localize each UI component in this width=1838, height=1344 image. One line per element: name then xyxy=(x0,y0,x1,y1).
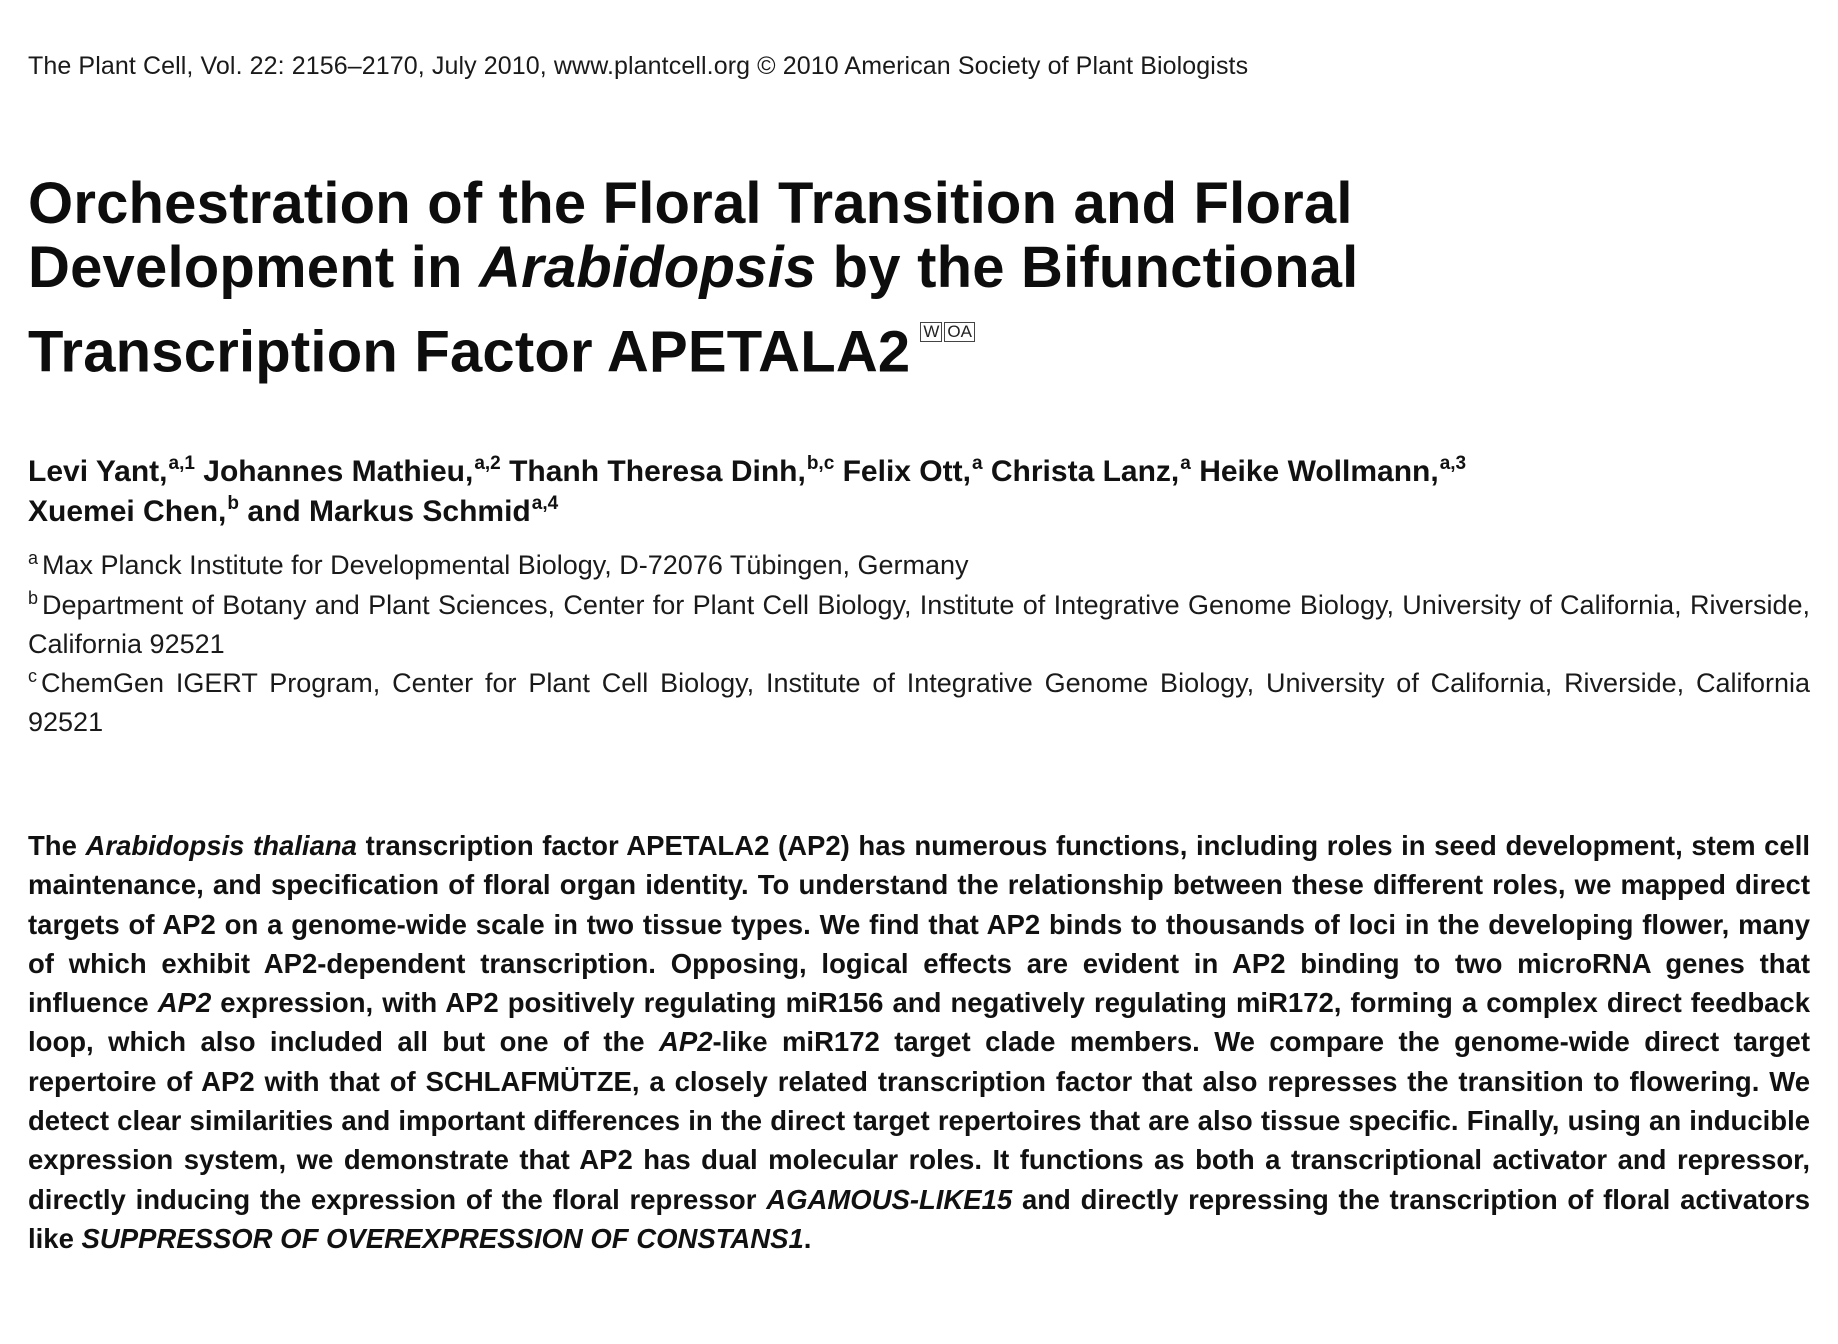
author xyxy=(843,455,983,488)
open-access-badge-icon: OA xyxy=(944,322,975,342)
title-line-2-end: by the Bifunctional xyxy=(816,235,1359,300)
author xyxy=(28,495,239,528)
affiliation-mark: b xyxy=(28,588,39,608)
author-name: Heike Wollmann, xyxy=(1199,455,1439,488)
author-list xyxy=(28,452,1810,532)
author-affiliation-mark: a xyxy=(971,453,983,474)
title-line-3 xyxy=(28,300,1528,384)
journal-citation-line: The Plant Cell, Vol. 22: 2156–2170, July 2010, www.plantcell.org © 2010 American Society of Plant Biologists xyxy=(28,52,1249,80)
title-line-3-text: Transcription Factor APETALA2 xyxy=(28,319,911,385)
author xyxy=(247,495,558,528)
abstract-gene-italic: AP2 xyxy=(157,987,212,1019)
abstract-text: transcription factor APETALA2 (AP2) has numerous functions, including roles in seed development, stem cell maintenance, and specification of floral organ identity. To understand the relationship between these different roles, we mapped direct targets of AP2 on a genome-wide scale in two tissue types. We find that AP2 binds to thousands of loci in the developing flower, many of which exhibit AP2-dependent transcription. Opposing, logical effects are evident in AP2 binding to two microRNA genes that influence xyxy=(28,830,1810,1019)
author xyxy=(203,455,500,488)
affiliation-mark: c xyxy=(28,666,37,686)
abstract-text: . xyxy=(803,1222,812,1254)
author-name: Levi Yant, xyxy=(28,455,168,488)
author-name: Thanh Theresa Dinh, xyxy=(509,455,806,488)
affiliation-text: Max Planck Institute for Developmental Biology, D-72076 Tübingen, Germany xyxy=(42,550,969,580)
author-affiliation-mark: a,4 xyxy=(531,493,559,514)
author xyxy=(509,455,834,488)
article-title xyxy=(28,172,1528,384)
affiliation-b xyxy=(28,586,1810,664)
title-badges xyxy=(920,300,977,364)
abstract-text: The xyxy=(28,830,86,861)
affiliation-text: Department of Botany and Plant Sciences, Center for Plant Cell Biology, Institute of Integrative Genome Biology, University of California, Riverside, California 92521 xyxy=(28,590,1810,659)
author-name: Felix Ott, xyxy=(842,455,971,488)
abstract-gene-italic: AP2 xyxy=(659,1026,713,1058)
affiliation-c xyxy=(28,664,1810,742)
affiliation-mark: a xyxy=(28,548,39,568)
title-line-2-start: Development in xyxy=(28,235,479,300)
author-name: Johannes Mathieu, xyxy=(203,455,474,488)
abstract-gene-italic: AGAMOUS-LIKE15 xyxy=(766,1183,1013,1215)
author-affiliation-mark: a,2 xyxy=(474,453,501,474)
author-affiliation-mark: a,1 xyxy=(168,453,195,474)
title-line-1: Orchestration of the Floral Transition and Floral xyxy=(28,171,1353,236)
author-affiliation-mark: b xyxy=(227,493,239,514)
author xyxy=(28,455,195,488)
affiliation-text: ChemGen IGERT Program, Center for Plant Cell Biology, Institute of Integrative Genome Biology, University of California, Riverside, California 92521 xyxy=(28,668,1810,737)
title-species-italic: Arabidopsis xyxy=(478,235,817,300)
author xyxy=(991,455,1191,488)
author-name: Christa Lanz, xyxy=(990,455,1180,488)
author xyxy=(1199,455,1466,488)
author-name: and Markus Schmid xyxy=(247,495,531,528)
abstract-text: -like miR172 target clade members. We compare the genome-wide direct target repertoire of AP2 with that of SCHLAFMÜTZE, a closely related transcription factor that also represses the transition to flowering. We detect clear similarities and important differences in the direct target repertoires that are also tissue specific. Finally, using an inducible expression system, we demonstrate that AP2 has dual molecular roles. It functions as both a transcriptional activator and repressor, directly inducing the expression of the floral repressor xyxy=(28,1026,1811,1215)
abstract xyxy=(28,826,1810,1258)
abstract-text: and directly repressing the transcription of floral activators like xyxy=(28,1183,1810,1254)
web-only-badge-icon: W xyxy=(920,322,942,342)
affiliation-a xyxy=(28,546,1810,585)
abstract-text: expression, with AP2 positively regulating miR156 and negatively regulating miR172, forming a complex direct feedback loop, which also included all but one of the xyxy=(28,987,1810,1058)
abstract-gene-italic: SUPPRESSOR OF OVEREXPRESSION OF CONSTANS1 xyxy=(81,1222,804,1254)
author-affiliation-mark: a,3 xyxy=(1439,453,1467,474)
author-affiliation-mark: b,c xyxy=(806,453,835,474)
author-affiliation-mark: a xyxy=(1180,453,1191,474)
abstract-species-italic: Arabidopsis thaliana xyxy=(85,830,357,861)
author-name: Xuemei Chen, xyxy=(28,495,227,528)
title-line-2 xyxy=(28,236,1528,300)
